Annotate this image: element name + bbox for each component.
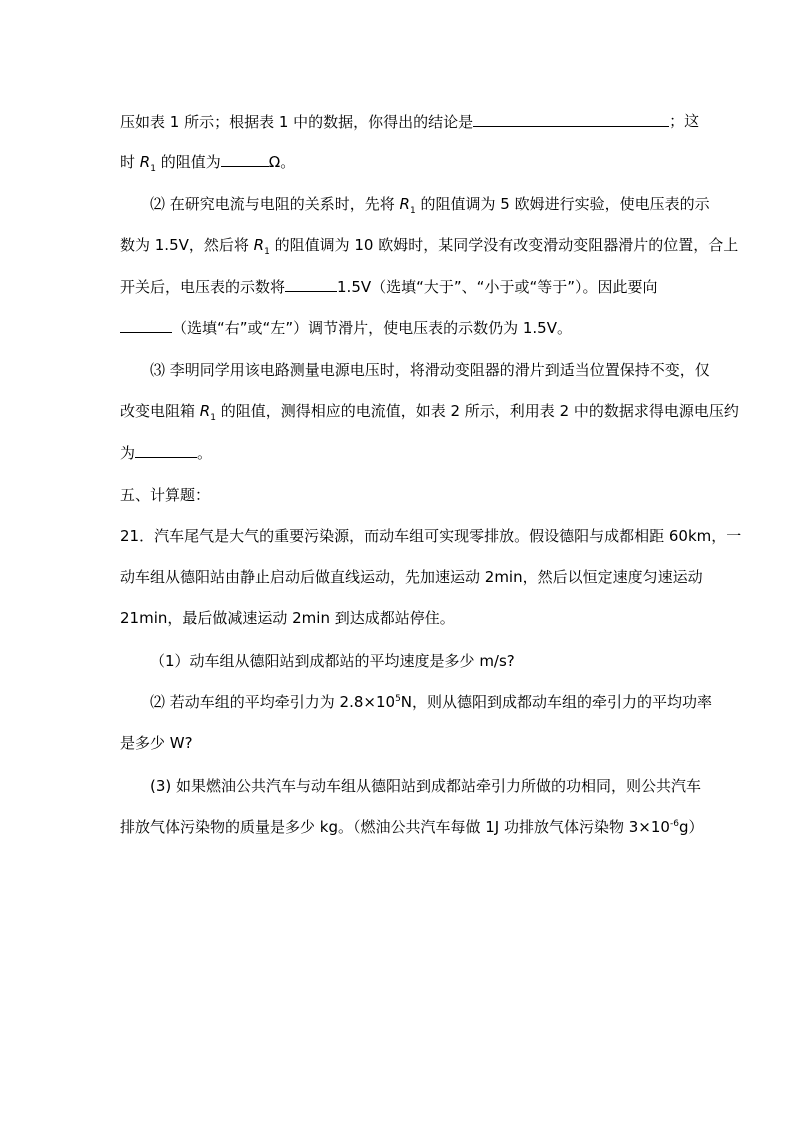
q21-sub-2-cont: 是多少 W? bbox=[120, 734, 193, 752]
q21-sub-3: (3) 如果燃油公共汽车与动车组从德阳站到成都站牵引力所做的功相同，则公共汽车 bbox=[150, 777, 702, 795]
q21-sub-1: （1）动车组从德阳站到成都站的平均速度是多少 m/s? bbox=[150, 652, 515, 670]
part2-line-3: 开关后，电压表的示数将 1.5V（选填“大于”、“小于或“等于”）。因此要向 bbox=[120, 275, 680, 298]
part2-line-1: ⑵ 在研究电流与电阻的关系时，先将 $R_1$ 的阻值调为 5 欧姆进行实验，使电压表的示 bbox=[150, 195, 710, 216]
part3-line-2: 改变电阻箱 $R_1$ 的阻值，测得相应的电流值，如表 2 所示，利用表 2 中的数据求得电源电压约 bbox=[120, 402, 739, 423]
q21-line-3: 21min，最后做减速运动 2min 到达成都站停住。 bbox=[120, 609, 455, 627]
answer-blank-source-voltage[interactable] bbox=[135, 441, 197, 458]
answer-blank-conclusion[interactable] bbox=[473, 110, 669, 127]
answer-blank-voltage-compare[interactable] bbox=[285, 275, 337, 292]
answer-blank-resistance[interactable] bbox=[221, 150, 269, 167]
q20-text: 压如表 1 所示；根据表 1 中的数据，你得出的结论是 bbox=[120, 113, 474, 131]
answer-blank-direction[interactable] bbox=[120, 316, 172, 333]
part3-line-3: 为 。 bbox=[120, 441, 680, 464]
q20-text: ；这 bbox=[669, 112, 700, 130]
q20-line-2: 时 $R_1$ 的阻值为 Ω。 bbox=[120, 150, 680, 173]
part2-line-2: 数为 1.5V，然后将 $R_1$ 的阻值调为 10 欧姆时，某同学没有改变滑动变阻器滑片的位置，合上 bbox=[120, 236, 739, 257]
q21-line-1: 21．汽车尾气是大气的重要污染源，而动车组可实现零排放。假设德阳与成都相距 60km，一 bbox=[120, 527, 742, 545]
part3-line-1: ⑶ 李明同学用该电路测量电源电压时，将滑动变阻器的滑片到适当位置保持不变，仅 bbox=[150, 361, 710, 379]
part2-line-4: （选填“右”或“左”）调节滑片，使电压表的示数仍为 1.5V。 bbox=[120, 316, 680, 339]
q20-line-1 bbox=[120, 110, 700, 133]
q21-line-2: 动车组从德阳站由静止启动后做直线运动，先加速运动 2min，然后以恒定速度匀速运动 bbox=[120, 568, 703, 586]
q21-sub-3-cont: 排放气体污染物的质量是多少 kg。（燃油公共汽车每做 1J 功排放气体污染物 $3\times 10^{-6}g$） bbox=[120, 818, 704, 836]
q21-sub-2: ⑵ 若动车组的平均牵引力为 $2.8\times 10^5N$，则从德阳到成都动车组的牵引力的平均功率 bbox=[150, 693, 713, 711]
section-title: 五、计算题： bbox=[120, 486, 211, 504]
